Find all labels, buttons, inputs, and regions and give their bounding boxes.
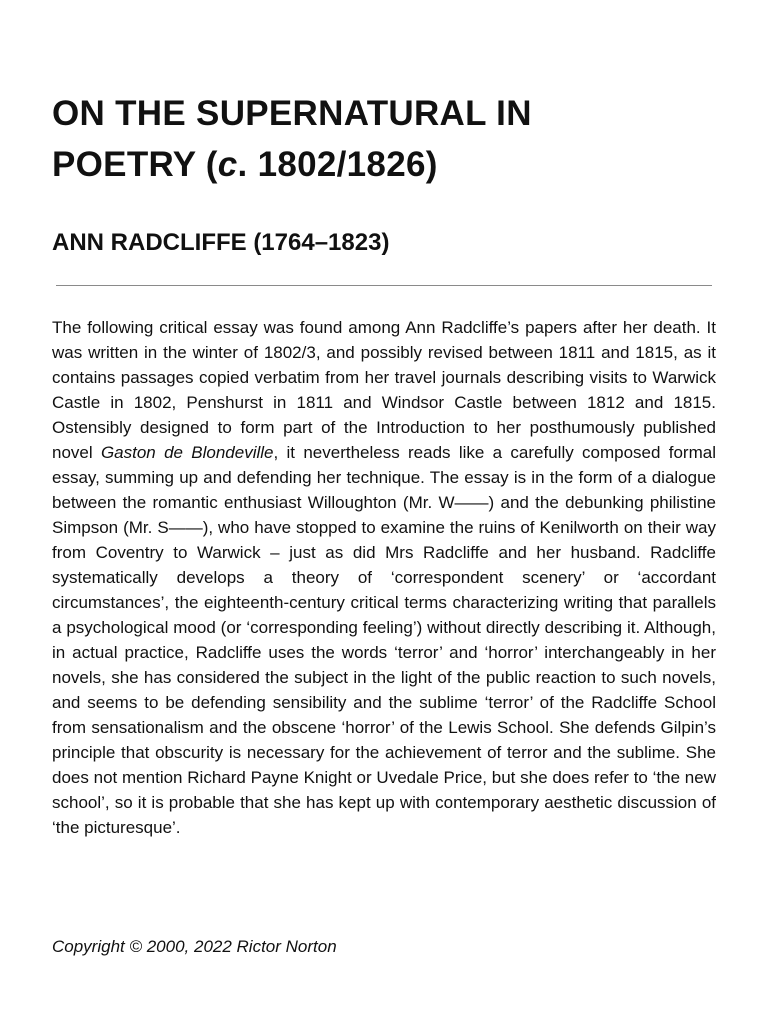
- intro-paragraph: [52, 315, 716, 840]
- document-page: [52, 88, 716, 956]
- title-line-1: ON THE SUPERNATURAL IN: [52, 94, 532, 133]
- document-title: [52, 88, 716, 190]
- novel-title: Gaston de Blondeville: [100, 443, 274, 462]
- title-line-2-prefix: POETRY (: [52, 145, 218, 184]
- intro-text-part-1: The following critical essay was found among Ann Radcliffe’s papers after her death. It was written in the winter of 1802/3, and possibly revised between 1811 and 1815, as it contains passages copied verbatim from her travel journals describing visits to Warwick Castle in 1802, Penshurst in 1811 and Windsor Castle between 1812 and 1815. Ostensibly designed to form part of the Introduction to her posthumously published novel: [52, 318, 716, 462]
- divider-rule: [56, 285, 712, 286]
- copyright-notice: Copyright © 2000, 2022 Rictor Norton: [52, 937, 337, 956]
- title-line-2-suffix: . 1802/1826): [237, 145, 438, 184]
- title-circa: c: [217, 145, 238, 184]
- intro-text-part-2: , it nevertheless reads like a carefully composed formal essay, summing up and defending her technique. The essay is in the form of a dialogue between the romantic enthusiast Willoughton (Mr. W——) and the debunking philistine Simpson (Mr. S——), who have stopped to examine the ruins of Kenilworth on their way from Coventry to Warwick – just as did Mrs Radcliffe and her husband. Radcliffe systematically develops a theory of ‘correspondent scenery’ or ‘accordant circumstances’, the eighteenth-century critical terms characterizing writing that parallels a psychological mood (or ‘corresponding feeling’) without directly describing it. Although, in actual practice, Radcliffe uses the words ‘terror’ and ‘horror’ interchangeably in her novels, she has considered the subject in the light of the public reaction to such novels, and seems to be defending sensibility and the sublime ‘terror’ of the Radcliffe School from sensationalism and the obscene ‘horror’ of the Lewis School. She defends Gilpin’s principle that obscurity is necessary for the achievement of terror and the sublime. She does not mention Richard Payne Knight or Uvedale Price, but she does refer to ‘the new school’, so it is probable that she has kept up with contemporary aesthetic discussion of ‘the picturesque’.: [52, 443, 716, 837]
- author-heading: ANN RADCLIFFE (1764–1823): [52, 229, 390, 256]
